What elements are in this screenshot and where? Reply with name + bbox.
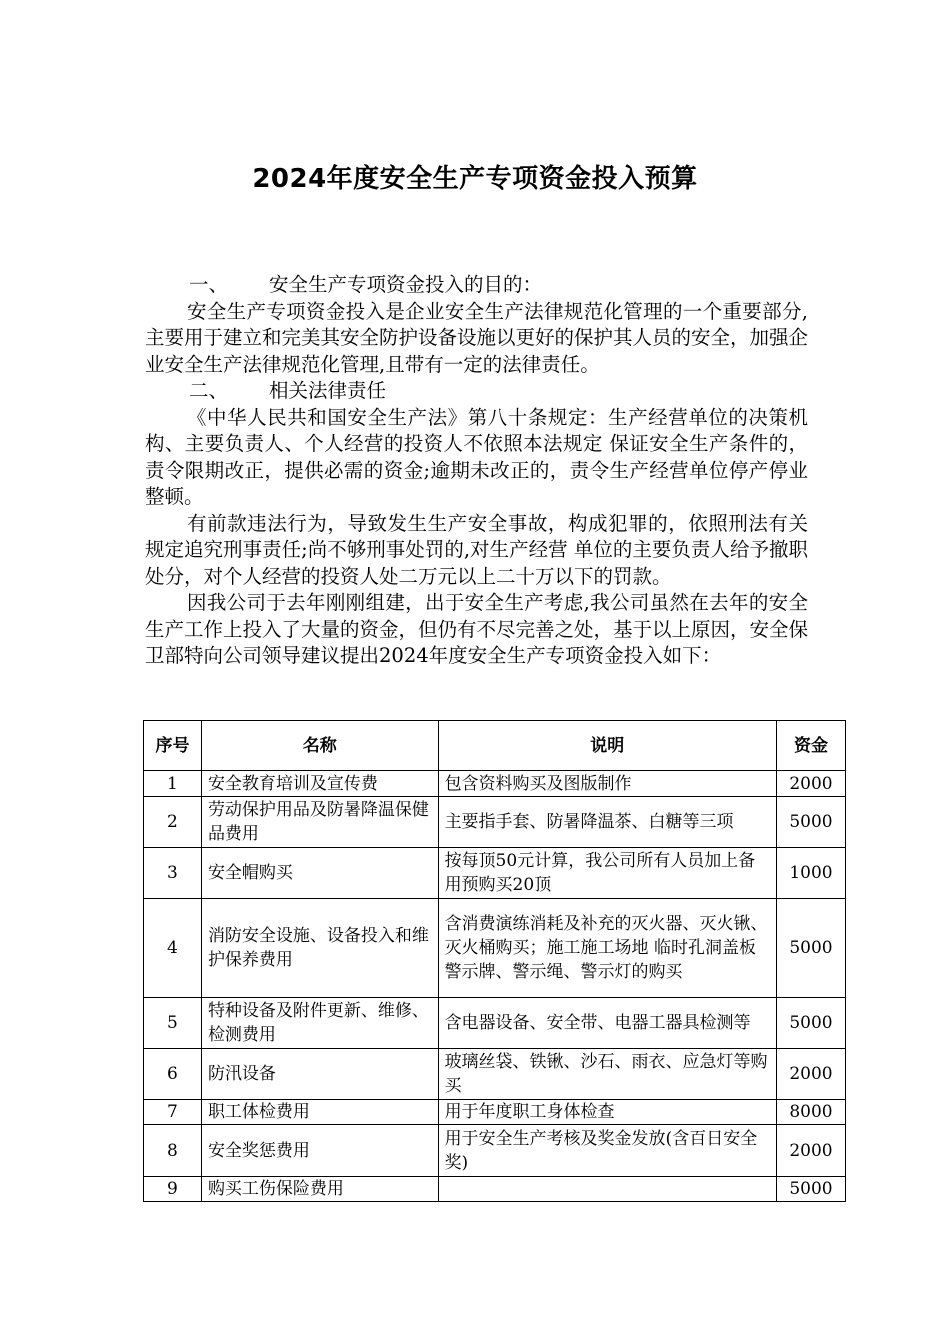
cell-desc: 主要指手套、防暑降温茶、白糖等三项 xyxy=(438,797,776,848)
cell-no: 8 xyxy=(144,1125,202,1177)
cell-name: 安全帽购买 xyxy=(201,848,438,899)
section-2-heading xyxy=(145,378,808,405)
cell-name: 劳动保护用品及防暑降温保健品费用 xyxy=(201,797,438,848)
cell-no: 3 xyxy=(144,848,202,899)
cell-desc: 包含资料购买及图版制作 xyxy=(438,771,776,797)
page-title: 2024年度安全生产专项资金投入预算 xyxy=(252,164,698,194)
table-row xyxy=(144,1177,846,1202)
section-2-title: 相关法律责任 xyxy=(269,379,387,402)
cell-name: 消防安全设施、设备投入和维护保养费用 xyxy=(201,899,438,998)
cell-name: 防汛设备 xyxy=(201,1049,438,1100)
cell-no: 9 xyxy=(144,1177,202,1202)
cell-amount: 2000 xyxy=(777,1049,846,1100)
cell-desc: 含消费演练消耗及补充的灭火器、灭火锹、灭火桶购买；施工施工场地 临时孔洞盖板警示牌、警示绳、警示灯的购买 xyxy=(438,899,776,998)
cell-desc: 按每顶50元计算，我公司所有人员加上备用预购买20顶 xyxy=(438,848,776,899)
header-desc: 说明 xyxy=(438,721,776,771)
cell-no: 7 xyxy=(144,1100,202,1125)
table-row xyxy=(144,797,846,848)
cell-desc: 用于年度职工身体检查 xyxy=(438,1100,776,1125)
header-amount: 资金 xyxy=(777,721,846,771)
table-row xyxy=(144,1049,846,1100)
cell-desc: 玻璃丝袋、铁锹、沙石、雨衣、应急灯等购买 xyxy=(438,1049,776,1100)
table-row xyxy=(144,771,846,797)
section-2-paragraph-1: 《中华人民共和国安全生产法》第八十条规定：生产经营单位的决策机构、主要负责人、个人经营的投资人不依照本法规定 保证安全生产条件的，责令限期改正，提供必需的资金;逾期未改正的，责令生产经营单位停产停业整顿。 xyxy=(145,405,808,508)
cell-no: 1 xyxy=(144,771,202,797)
section-1-title: 安全生产专项资金投入的目的： xyxy=(269,273,543,296)
cell-no: 2 xyxy=(144,797,202,848)
cell-no: 6 xyxy=(144,1049,202,1100)
cell-amount: 5000 xyxy=(777,899,846,998)
cell-amount: 5000 xyxy=(777,998,846,1049)
cell-desc: 用于安全生产考核及奖金发放(含百日安全奖) xyxy=(438,1125,776,1177)
cell-name: 职工体检费用 xyxy=(201,1100,438,1125)
section-2-paragraph-2: 有前款违法行为，导致发生生产安全事故，构成犯罪的，依照刑法有关规定追究刑事责任;尚不够刑事处罚的,对生产经营 单位的主要负责人给予撤职处分，对个人经营的投资人处二万元以上二十万以下的罚款。 xyxy=(145,511,808,588)
header-name: 名称 xyxy=(201,721,438,771)
cell-name: 安全奖惩费用 xyxy=(201,1125,438,1177)
cell-name: 购买工伤保险费用 xyxy=(201,1177,438,1202)
document-body xyxy=(145,272,808,670)
cell-desc: 含电器设备、安全带、电器工器具检测等 xyxy=(438,998,776,1049)
table-row xyxy=(144,848,846,899)
cell-amount: 5000 xyxy=(777,1177,846,1202)
section-2-paragraph-3: 因我公司于去年刚刚组建，出于安全生产考虑,我公司虽然在去年的安全生产工作上投入了大量的资金，但仍有不尽完善之处，基于以上原因，安全保卫部特向公司领导建议提出2024年度安全生产专项资金投入如下： xyxy=(145,591,809,667)
cell-amount: 5000 xyxy=(777,797,846,848)
section-1-number: 一、 xyxy=(189,273,229,296)
cell-desc xyxy=(438,1177,776,1202)
cell-no: 5 xyxy=(144,998,202,1049)
section-1-paragraph-1: 安全生产专项资金投入是企业安全生产法律规范化管理的一个重要部分,主要用于建立和完美其安全防护设备设施以更好的保护其人员的安全，加强企业安全生产法律规范化管理,且带有一定的法律责任。 xyxy=(145,299,809,376)
table-header-row xyxy=(144,721,846,771)
section-2-number: 二、 xyxy=(189,379,229,402)
cell-no: 4 xyxy=(144,899,202,998)
budget-table xyxy=(143,720,846,1202)
table-row xyxy=(144,998,846,1049)
cell-amount: 1000 xyxy=(777,848,846,899)
cell-amount: 2000 xyxy=(777,1125,846,1177)
cell-amount: 2000 xyxy=(777,771,846,797)
table-row xyxy=(144,1125,846,1177)
section-1-heading xyxy=(145,272,808,299)
table-row xyxy=(144,1100,846,1125)
cell-name: 特种设备及附件更新、维修、检测费用 xyxy=(201,998,438,1049)
cell-name: 安全教育培训及宣传费 xyxy=(201,771,438,797)
table-row xyxy=(144,899,846,998)
header-no: 序号 xyxy=(144,721,202,771)
cell-amount: 8000 xyxy=(777,1100,846,1125)
